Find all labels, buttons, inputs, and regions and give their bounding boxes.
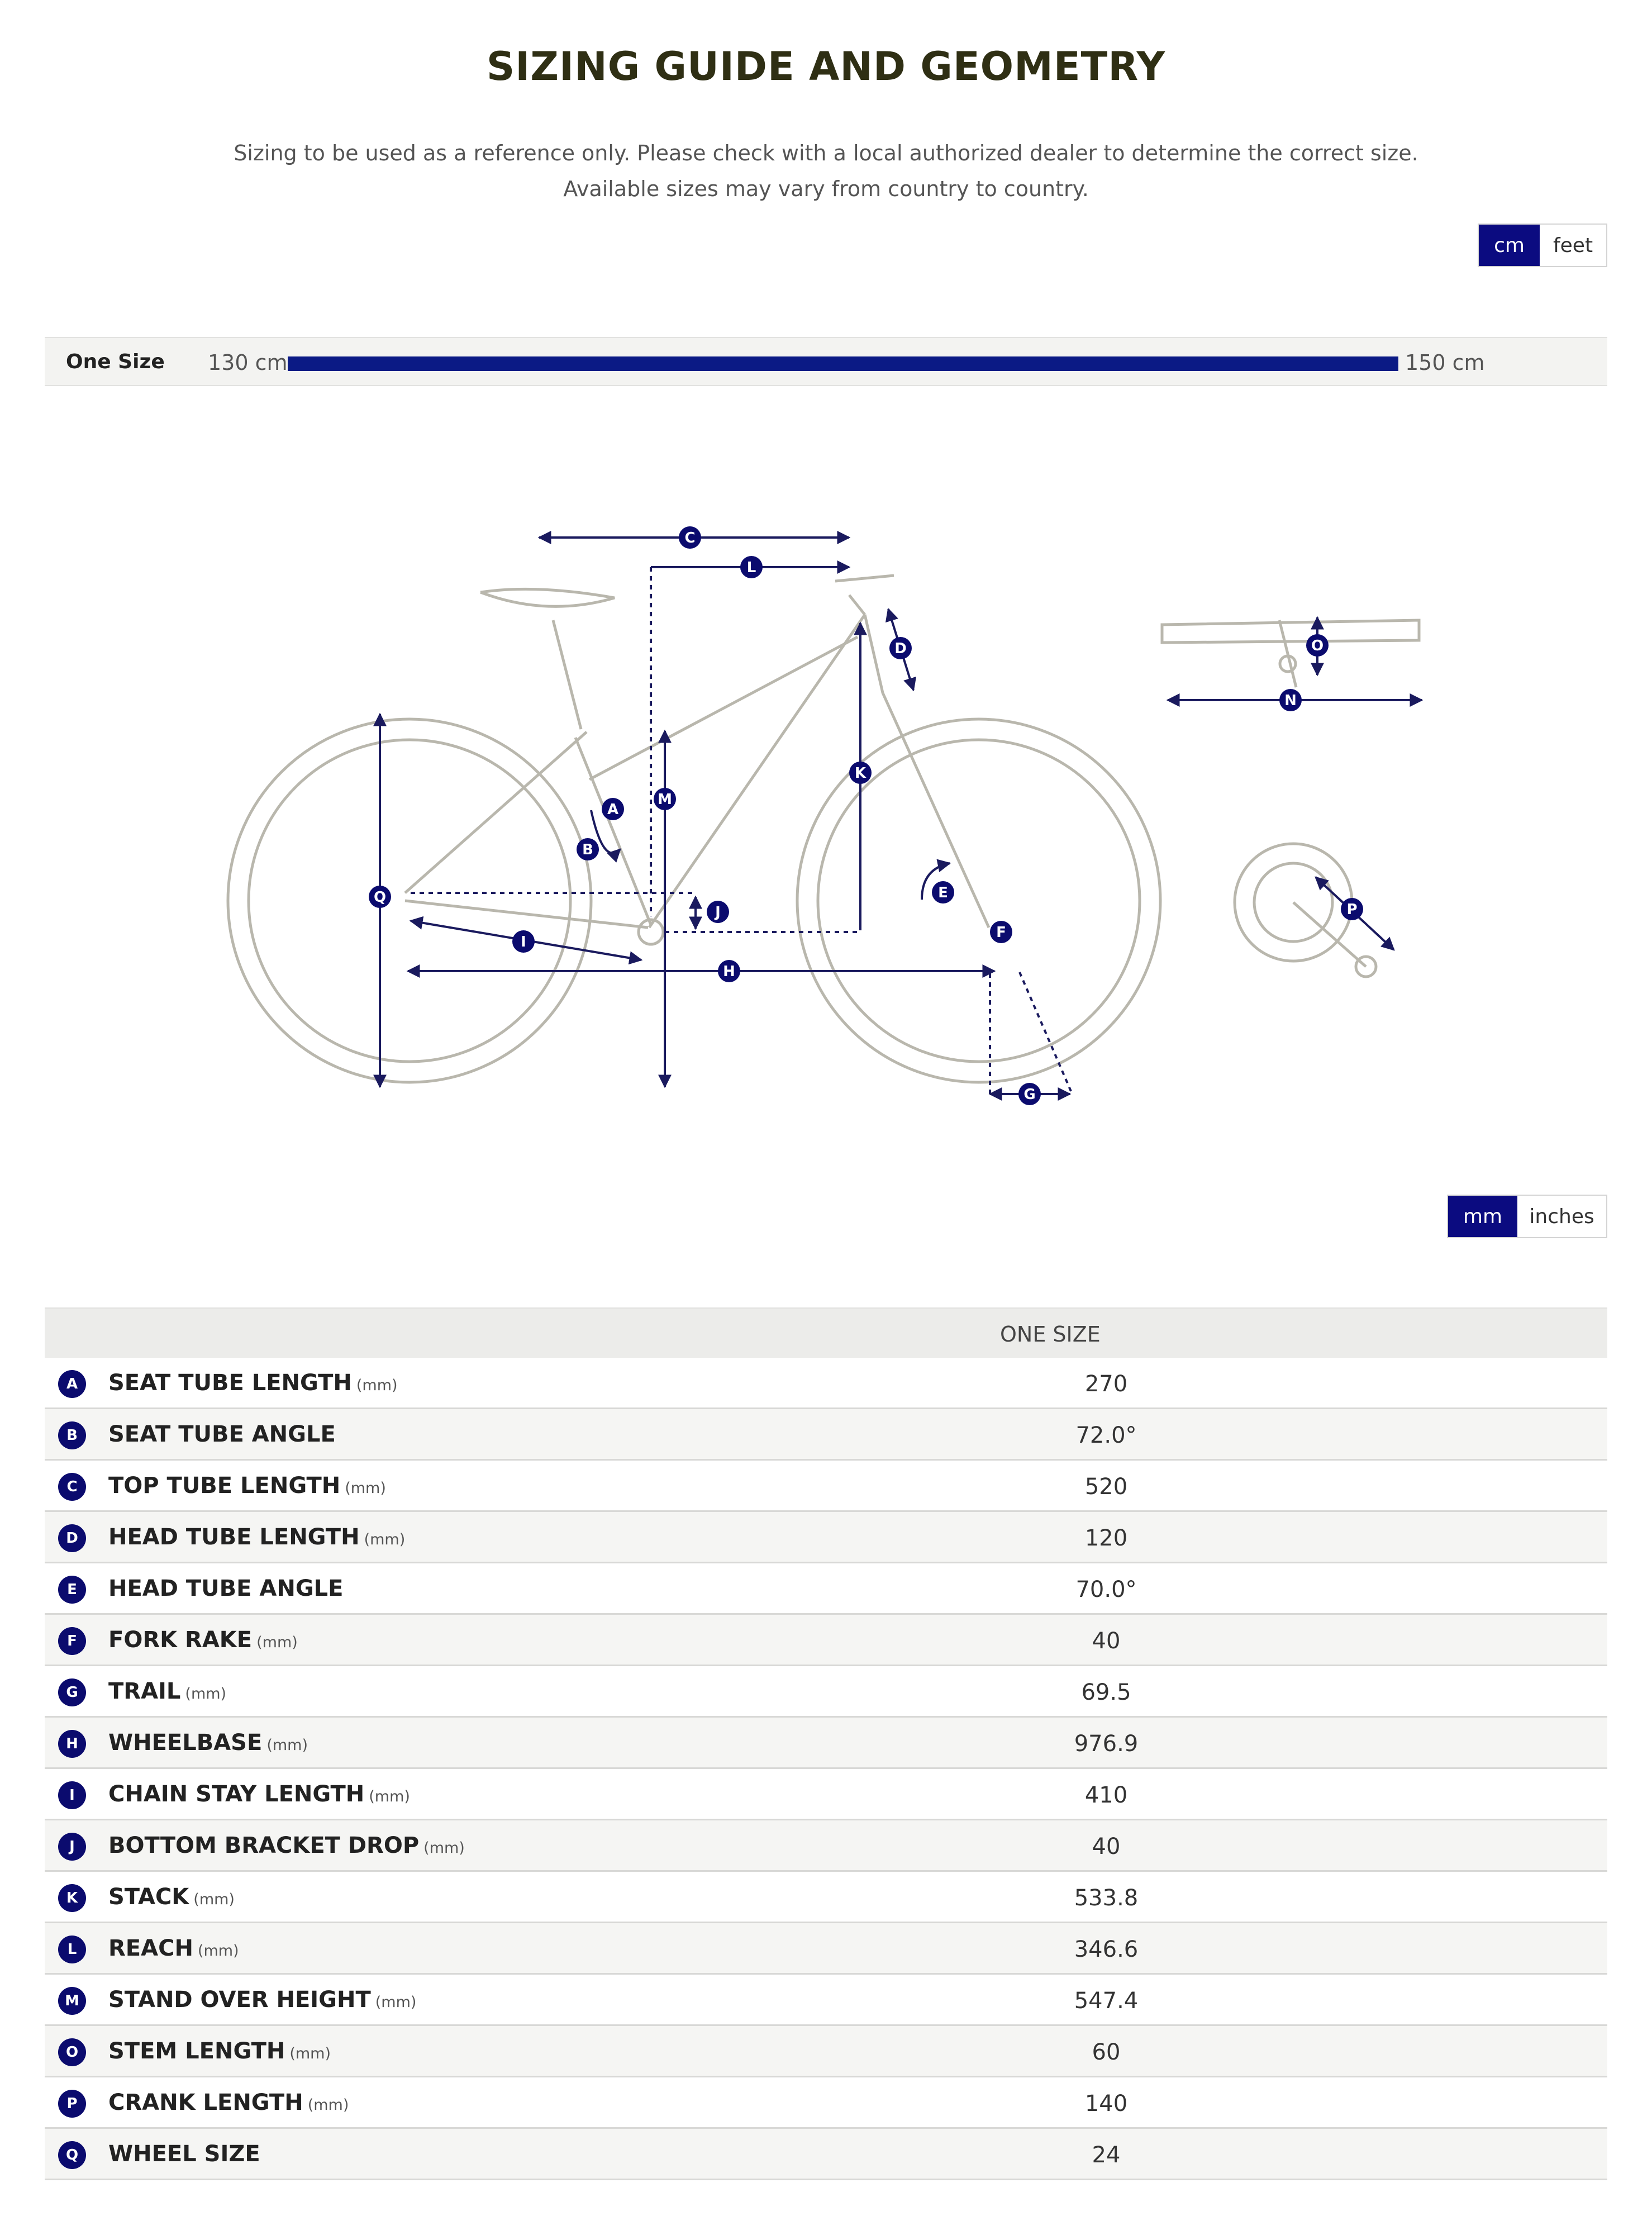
column-header-one-size: ONE SIZE (1000, 1322, 1101, 1347)
measurement-unit: (mm) (266, 1737, 308, 1754)
bike-outline (228, 576, 1419, 1082)
measurement-value: 24 (1092, 2142, 1121, 2168)
unit-inches-button[interactable]: inches (1517, 1196, 1606, 1237)
measurement-name: HEAD TUBE LENGTH (108, 1524, 360, 1550)
unit-feet-button[interactable]: feet (1540, 225, 1606, 266)
measurement-key-badge: Q (58, 2141, 86, 2169)
table-row (45, 1409, 1607, 1461)
measurement-key-badge: D (58, 1524, 86, 1552)
measurement-value: 520 (1084, 1474, 1128, 1500)
measurement-label (108, 1524, 405, 1550)
table-row (45, 2129, 1607, 2180)
table-row (45, 1358, 1607, 1409)
table-row (45, 1872, 1607, 1923)
diagram-badge-g (1018, 1083, 1041, 1105)
diagram-badge-o (1306, 634, 1329, 657)
measurement-value: 976.9 (1074, 1731, 1139, 1757)
size-max-label: 150 cm (1405, 350, 1485, 375)
measurement-unit: (mm) (423, 1839, 465, 1857)
measurement-label (108, 1781, 410, 1807)
diagram-badge-d (889, 637, 912, 659)
measurement-label (108, 1576, 343, 1601)
measurement-value: 410 (1084, 1782, 1128, 1808)
measurement-value: 40 (1092, 1834, 1121, 1860)
measurement-name: CHAIN STAY LENGTH (108, 1781, 365, 1807)
table-row (45, 1923, 1607, 1975)
measurement-value: 120 (1084, 1525, 1128, 1551)
table-row (45, 1563, 1607, 1615)
measurement-name: WHEEL SIZE (108, 2141, 260, 2167)
svg-text:J: J (715, 904, 721, 921)
svg-text:M: M (658, 791, 672, 808)
measurement-value: 533.8 (1074, 1885, 1139, 1911)
measurement-value: 69.5 (1081, 1680, 1131, 1705)
measurement-name: STACK (108, 1884, 189, 1910)
measurement-value: 40 (1092, 1628, 1121, 1654)
unit-mm-button[interactable]: mm (1448, 1196, 1517, 1237)
measurement-unit: (mm) (185, 1685, 227, 1703)
diagram-badge-c (679, 526, 701, 549)
svg-text:C: C (684, 530, 696, 546)
measurement-value: 270 (1084, 1371, 1128, 1397)
measurement-value: 60 (1092, 2039, 1121, 2065)
table-row (45, 1975, 1607, 2026)
page-title: SIZING GUIDE AND GEOMETRY (486, 44, 1166, 89)
measurement-key-badge: M (58, 1987, 86, 2015)
measurement-name: WHEELBASE (108, 1730, 263, 1756)
diagram-badge-h (718, 960, 740, 982)
table-row (45, 1769, 1607, 1820)
measurement-unit: (mm) (375, 1994, 417, 2011)
measurement-label (108, 1370, 398, 1396)
unit-cm-button[interactable]: cm (1479, 225, 1540, 266)
measurement-key-badge: E (58, 1576, 86, 1604)
measurement-unit: (mm) (307, 2096, 349, 2114)
measurement-key-badge: F (58, 1627, 86, 1655)
diagram-badge-f (990, 921, 1012, 943)
measurement-key-badge: L (58, 1936, 86, 1963)
disclaimer-line-1: Sizing to be used as a reference only. Please check with a local authorized dealer to determine the correct size. (234, 141, 1418, 165)
measurement-key-badge: G (58, 1678, 86, 1706)
svg-text:P: P (1346, 901, 1358, 918)
measurement-label (108, 2090, 349, 2115)
svg-text:E: E (938, 885, 948, 901)
svg-text:I: I (521, 934, 526, 950)
svg-text:H: H (723, 963, 735, 980)
diagram-badge-a (602, 798, 624, 820)
diagram-badge-n (1279, 689, 1302, 711)
measurement-label (108, 1627, 298, 1653)
measurement-key-badge: K (58, 1884, 86, 1912)
svg-text:L: L (746, 559, 756, 576)
svg-text:N: N (1284, 692, 1297, 709)
table-row (45, 1512, 1607, 1563)
measurement-key-badge: I (58, 1781, 86, 1809)
disclaimer-line-2: Available sizes may vary from country to country. (563, 177, 1089, 201)
measurement-label (108, 1884, 235, 1910)
table-header (45, 1307, 1607, 1358)
measurement-name: STAND OVER HEIGHT (108, 1987, 371, 2013)
measurement-key-badge: P (58, 2090, 86, 2118)
measurement-name: BOTTOM BRACKET DROP (108, 1833, 420, 1858)
measurement-label (108, 1833, 465, 1858)
measurement-unit: (mm) (364, 1531, 406, 1548)
svg-text:F: F (996, 924, 1006, 941)
measurement-value: 70.0° (1075, 1577, 1137, 1602)
diagram-badge-j (707, 901, 729, 923)
diagram-badge-l (740, 556, 763, 578)
measurement-unit: (mm) (345, 1480, 386, 1497)
measurement-label (108, 1678, 226, 1704)
measurement-lines (380, 538, 1422, 1095)
measurement-key-badge: O (58, 2038, 86, 2066)
table-body (45, 1358, 1607, 2180)
svg-text:B: B (582, 841, 593, 858)
table-row (45, 1820, 1607, 1872)
svg-text:Q: Q (373, 889, 387, 906)
size-min-label: 130 cm (208, 350, 288, 375)
measurement-name: HEAD TUBE ANGLE (108, 1576, 344, 1601)
svg-text:D: D (894, 640, 907, 657)
measurement-name: FORK RAKE (108, 1627, 253, 1653)
table-row (45, 1461, 1607, 1512)
measurement-label (108, 1730, 308, 1756)
measurement-name: SEAT TUBE ANGLE (108, 1421, 336, 1447)
measurement-value: 140 (1084, 2091, 1128, 2117)
measurement-label (108, 1421, 336, 1447)
table-row (45, 2026, 1607, 2077)
measurement-label (108, 1473, 386, 1499)
table-row (45, 1666, 1607, 1718)
measurement-key-badge: B (58, 1421, 86, 1449)
measurement-unit: (mm) (197, 1942, 239, 1960)
measurement-value: 547.4 (1074, 1988, 1139, 2014)
diagram-badge-m (654, 788, 676, 810)
diagram-badge-b (577, 838, 599, 860)
svg-text:K: K (854, 765, 867, 782)
measurement-name: TOP TUBE LENGTH (108, 1473, 341, 1499)
diagram-badge-e (932, 881, 954, 903)
measurement-name: REACH (108, 1936, 193, 1961)
diagram-badge-p (1341, 898, 1363, 920)
measurement-name: SEAT TUBE LENGTH (108, 1370, 352, 1396)
measurement-label (108, 2038, 331, 2064)
svg-text:G: G (1023, 1086, 1036, 1103)
table-row (45, 1615, 1607, 1666)
measurement-key-badge: A (58, 1370, 86, 1398)
measurement-unit: (mm) (193, 1891, 235, 1908)
diagram-badge-i (512, 930, 535, 953)
measurement-value: 346.6 (1074, 1937, 1139, 1962)
measurement-unit: (mm) (289, 2045, 331, 2062)
diagram-badge-q (369, 886, 391, 908)
measurement-unit: (mm) (356, 1377, 398, 1394)
svg-text:O: O (1311, 638, 1324, 654)
size-name: One Size (66, 350, 165, 373)
svg-text:A: A (607, 801, 619, 818)
measurement-unit: (mm) (256, 1634, 298, 1651)
measurement-unit: (mm) (369, 1788, 410, 1805)
measurement-name: CRANK LENGTH (108, 2090, 303, 2115)
measurement-name: TRAIL (108, 1678, 181, 1704)
geometry-unit-toggle (1447, 1195, 1607, 1238)
measurement-label (108, 1987, 416, 2013)
measurement-key-badge: C (58, 1473, 86, 1501)
geometry-table (45, 1307, 1607, 2180)
measurement-name: STEM LENGTH (108, 2038, 285, 2064)
table-row (45, 1718, 1607, 1769)
diagram-badge-k (849, 762, 872, 784)
measurement-label (108, 1936, 239, 1961)
measurement-key-badge: J (58, 1833, 86, 1861)
measurement-label (108, 2141, 260, 2167)
measurement-value: 72.0° (1075, 1423, 1137, 1448)
table-row (45, 2077, 1607, 2129)
measurement-key-badge: H (58, 1730, 86, 1758)
